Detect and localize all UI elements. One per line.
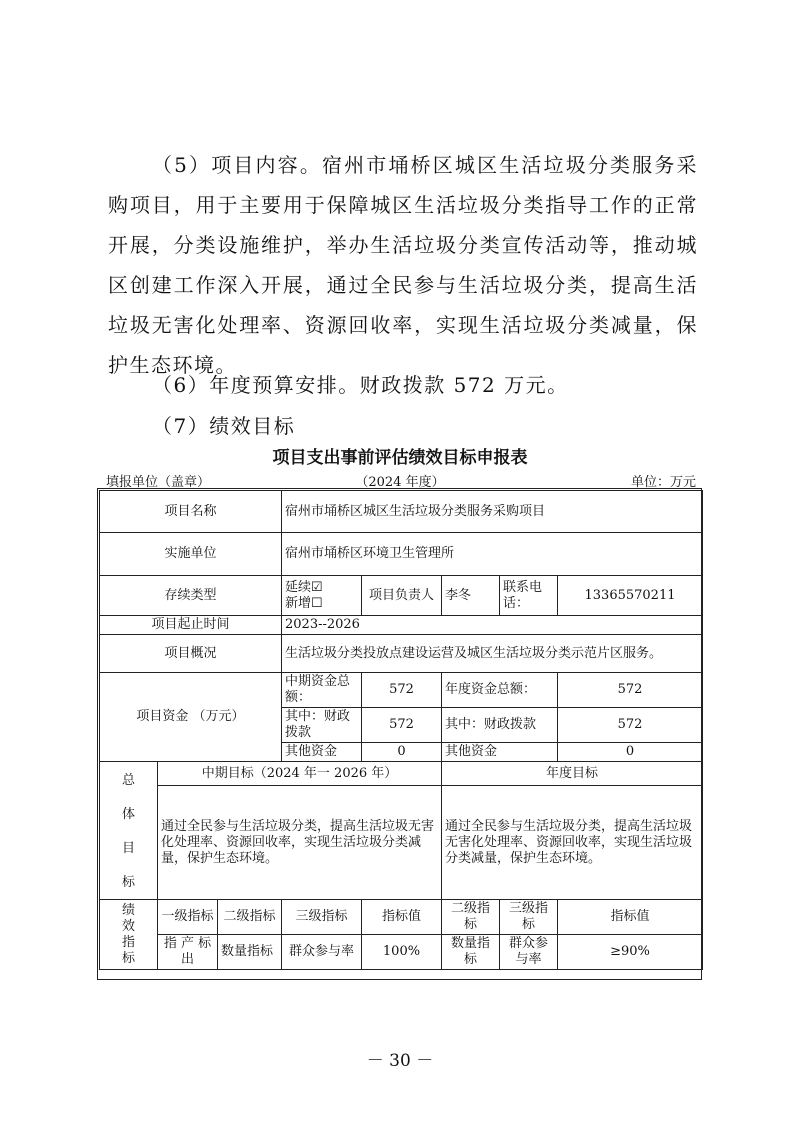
performance-form-table [99, 490, 703, 970]
value-header: 指标值 [362, 900, 442, 935]
overall-goal-side-label: 总 体 目 标 [100, 762, 158, 900]
period-label: 项目起止时间 [100, 616, 282, 635]
row1-valueb: ≥90% [558, 935, 703, 970]
page-number: － 30 － [366, 1051, 434, 1071]
level3-header: 三级指标 [282, 900, 362, 935]
phone-value: 13365570211 [558, 576, 703, 616]
row1-value: 100% [362, 935, 442, 970]
manager-label: 项目负责人 [362, 576, 442, 616]
mid-goal-text: 通过全民参与生活垃圾分类，提高生活垃圾无害化处理率、资源回收率，实现生活垃圾分类减量，保护生态环境。 [158, 786, 442, 900]
mid-other-value: 0 [362, 743, 442, 762]
impl-unit-label: 实施单位 [100, 533, 282, 576]
fill-unit-label: 填报单位（盖章） [106, 475, 211, 490]
level3b-header: 三级指标 [500, 900, 558, 935]
year-other-value: 0 [558, 743, 703, 762]
row1-level1: 指 产 标 出 [158, 935, 218, 970]
row1-level3: 群众参与率 [282, 935, 362, 970]
row1-level3b: 群众参与率 [500, 935, 558, 970]
type-new-checkbox: 新增☐ [285, 595, 323, 611]
overview-label: 项目概况 [100, 635, 282, 673]
impl-unit-value: 宿州市埇桥区环境卫生管理所 [282, 533, 703, 576]
mid-fiscal-value: 572 [362, 708, 442, 743]
unit-label: 单位：万元 [630, 475, 696, 490]
period-value: 2023--2026 [282, 616, 703, 635]
level1-header: 一级指标 [158, 900, 218, 935]
table-title: 项目支出事前评估绩效目标申报表 [272, 448, 528, 468]
year-fiscal-value: 572 [558, 708, 703, 743]
mid-fiscal-label: 其中：财政拨款 [282, 708, 362, 743]
mid-total-label: 中期资金总额： [282, 673, 362, 708]
valueb-header: 指标值 [558, 900, 703, 935]
manager-value: 李冬 [442, 576, 500, 616]
project-name-value: 宿州市埇桥区城区生活垃圾分类服务采购项目 [282, 491, 703, 533]
mid-other-label: 其他资金 [282, 743, 362, 762]
mid-goal-label: 中期目标（2024 年一 2026 年） [158, 762, 442, 786]
performance-goal-heading: （7）绩效目标 [152, 414, 296, 438]
type-options [282, 576, 362, 616]
overview-value: 生活垃圾分类投放点建设运营及城区生活垃圾分类示范片区服务。 [282, 635, 703, 673]
phone-label: 联系电话： [500, 576, 558, 616]
project-name-label: 项目名称 [100, 491, 282, 533]
budget-paragraph: （6）年度预算安排。财政拨款 572 万元。 [152, 373, 569, 397]
year-goal-label: 年度目标 [442, 762, 703, 786]
type-label: 存续类型 [100, 576, 282, 616]
indicator-side-label: 绩 效 指 标 [100, 900, 158, 970]
row1-level2b: 数量指标 [442, 935, 500, 970]
year-total-label: 年度资金总额： [442, 673, 558, 708]
year-fiscal-label: 其中：财政拨款 [442, 708, 558, 743]
type-continue-checkbox: 延续☑ [285, 579, 323, 595]
year-goal-text: 通过全民参与生活垃圾分类，提高生活垃圾无害化处理率、资源回收率，实现生活垃圾分类减量，保护生态环境。 [442, 786, 703, 900]
row1-level2: 数量指标 [218, 935, 282, 970]
year-other-label: 其他资金 [442, 743, 558, 762]
level2b-header: 二级指标 [442, 900, 500, 935]
project-content-paragraph: （5）项目内容。宿州市埇桥区城区生活垃圾分类服务采购项目，用于主要用于保障城区生活垃圾分类指导工作的正常开展，分类设施维护，举办生活垃圾分类宣传活动等，推动城区创建工作深入开展，通过全民参与生活垃圾分类，提高生活垃圾无害化处理率、资源回收率，实现生活垃圾分类减量，保护生态环境。 [108, 153, 698, 377]
fund-label: 项目资金 （万元） [100, 673, 282, 762]
mid-total-value: 572 [362, 673, 442, 708]
year-total-value: 572 [558, 673, 703, 708]
year-label: （2024 年度） [355, 475, 445, 490]
level2-header: 二级指标 [218, 900, 282, 935]
